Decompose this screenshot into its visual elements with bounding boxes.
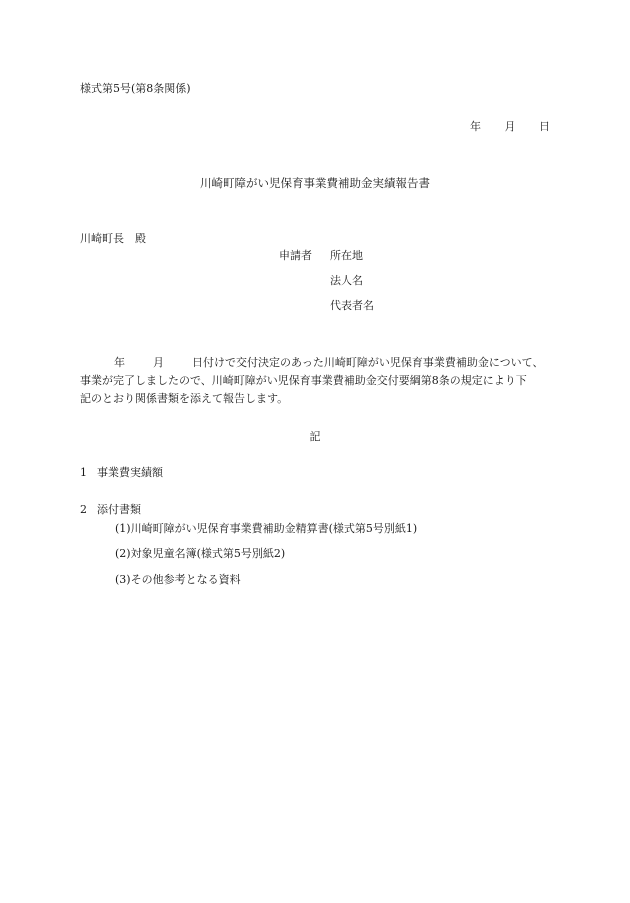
- item-label: 添付書類: [97, 503, 141, 516]
- body-line-2: 事業が完了しましたので、川崎町障がい児保育事業費補助金交付要綱第8条の規定により下: [80, 374, 527, 387]
- item-number: 2: [80, 503, 87, 516]
- attachment-item: (2)対象児童名簿(様式第5号別紙2): [115, 547, 286, 560]
- item-label: 事業費実績額: [97, 466, 163, 479]
- corporation-name-label: 法人名: [330, 274, 363, 287]
- item-attachments: [80, 503, 141, 517]
- attachment-item: (1)川崎町障がい児保育事業費補助金精算書(様式第5号別紙1): [115, 522, 418, 535]
- body-line-3: 記のとおり関係書類を添えて報告します。: [80, 392, 289, 405]
- date-year-label: 年: [470, 120, 481, 133]
- body-line-1: [80, 354, 552, 372]
- ki-heading: 記: [309, 430, 321, 443]
- representative-name-label: 代表者名: [330, 299, 374, 312]
- date-month-label: 月: [504, 120, 516, 133]
- document-title: 川崎町障がい児保育事業費補助金実績報告書: [200, 176, 430, 190]
- addressee: 川崎町長 殿: [80, 232, 146, 245]
- body-month-label: 月: [153, 356, 164, 369]
- date-line: [470, 120, 550, 134]
- item-number: 1: [80, 466, 87, 479]
- applicant-label: 申請者: [279, 249, 312, 262]
- form-number: 様式第5号(第8条関係): [80, 82, 191, 95]
- report-body-text: [80, 354, 552, 408]
- body-line-1-text: 日付けで交付決定のあった川崎町障がい児保育事業費補助金について、: [192, 356, 544, 369]
- item-actual-cost: [80, 466, 163, 480]
- body-year-label: 年: [114, 356, 125, 369]
- date-day-label: 日: [539, 120, 550, 133]
- attachment-item: (3)その他参考となる資料: [115, 573, 241, 586]
- address-label: 所在地: [330, 249, 363, 262]
